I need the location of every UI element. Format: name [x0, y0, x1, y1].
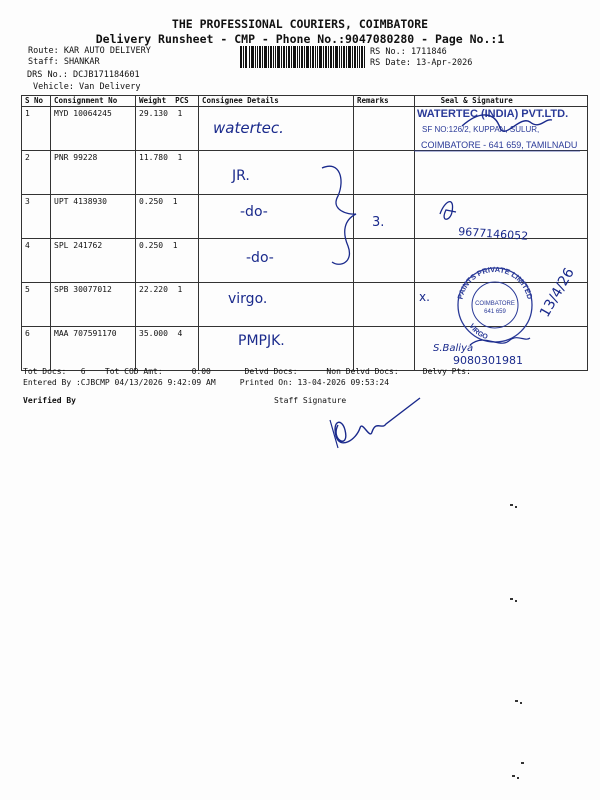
hand-row4: -do-	[246, 250, 274, 266]
row-remarks	[354, 283, 415, 327]
row-pcs: 1	[172, 197, 178, 206]
header-seal	[415, 96, 588, 107]
row-weight-pcs	[136, 195, 199, 239]
row-sno: 4	[22, 239, 51, 283]
row-remarks	[354, 239, 415, 283]
row-seal	[415, 151, 588, 195]
row-details	[199, 239, 354, 283]
staff-field: Staff: SHANKAR	[28, 57, 100, 67]
row-remarks	[354, 327, 415, 371]
row-weight-pcs	[136, 239, 199, 283]
table-row	[22, 239, 588, 283]
runsheet-table	[21, 95, 588, 371]
stamp-paints-arc-path: PAINTS PRIVATE LIMITED	[455, 264, 535, 301]
staff-signature-scribble	[335, 398, 420, 443]
row-remarks	[354, 195, 415, 239]
row-weight: 0.250	[139, 241, 164, 250]
row-consignment: PNR 99228	[51, 151, 136, 195]
hand-phone1: 9677146052	[457, 225, 529, 243]
table-row	[22, 195, 588, 239]
row-sno: 1	[22, 107, 51, 151]
stamp-watertec-address: SF NO:126/2, KUPPAN, SULUR,	[422, 125, 540, 134]
header-details: Consignee Details	[199, 96, 354, 107]
header-pcs: PCS	[175, 96, 189, 105]
rs-info	[370, 47, 472, 69]
row-consignment: UPT 4138930	[51, 195, 136, 239]
hand-phone2: 9080301981	[453, 354, 523, 367]
row-weight: 35.000	[139, 329, 168, 338]
hand-row6: PMPJK.	[238, 333, 285, 349]
table-row	[22, 107, 588, 151]
hand-row3: -do-	[240, 204, 268, 220]
row-weight-pcs	[136, 327, 199, 371]
hand-row1: watertec.	[213, 119, 284, 137]
row-pcs: 1	[177, 153, 183, 162]
row-details	[199, 151, 354, 195]
row-pcs: 1	[177, 109, 183, 118]
row-weight-pcs	[136, 151, 199, 195]
row-sno: 5	[22, 283, 51, 327]
stamp-watertec-name: WATERTEC (INDIA) PVT.LTD.	[417, 108, 569, 120]
header-weight: Weight	[139, 96, 167, 105]
row-pcs: 1	[172, 241, 178, 250]
header-consignment: Consignment No	[51, 96, 136, 107]
row-seal	[415, 107, 588, 151]
header-seal-label: Seal & Signature	[440, 96, 513, 105]
row-weight: 11.780	[139, 153, 168, 162]
staff-signature-label: Staff Signature	[274, 396, 347, 405]
row-sno: 3	[22, 195, 51, 239]
vehicle-field: Vehicle: Van Delivery	[33, 82, 141, 92]
company-title: THE PROFESSIONAL COURIERS, COIMBATORE	[171, 17, 429, 31]
row-weight: 0.250	[139, 197, 164, 206]
rs-date: RS Date: 13-Apr-2026	[370, 58, 473, 68]
row-details	[199, 327, 354, 371]
row-weight-pcs	[136, 107, 199, 151]
header-weight-pcs	[136, 96, 199, 107]
row-seal	[415, 327, 588, 371]
row-pcs: 4	[177, 329, 183, 338]
row-consignment: MAA 707591170	[51, 327, 136, 371]
row-weight-pcs	[136, 283, 199, 327]
row-weight: 29.130	[139, 109, 168, 118]
table-row	[22, 151, 588, 195]
route-field: Route: KAR AUTO DELIVERY	[28, 46, 151, 56]
table-row	[22, 327, 588, 371]
row-details	[199, 195, 354, 239]
row-sno: 2	[22, 151, 51, 195]
row-remarks	[354, 107, 415, 151]
drs-number: DRS No.: DCJB171184601	[27, 70, 140, 80]
verified-by-label: Verified By	[23, 396, 76, 405]
summary-block	[23, 366, 471, 388]
barcode-image	[240, 46, 365, 68]
row-weight: 22.220	[139, 285, 168, 294]
staff-signature-stroke	[330, 420, 338, 448]
scan-specks	[510, 504, 524, 779]
row-consignment: MYD 10064245	[51, 107, 136, 151]
header-sno: S No	[22, 96, 51, 107]
header-remarks: Remarks	[354, 96, 415, 107]
row-consignment: SPB 30077012	[51, 283, 136, 327]
row-seal	[415, 283, 588, 327]
hand-mark: x.	[419, 290, 430, 304]
rs-number: RS No.: 1711846	[370, 47, 447, 57]
hand-row2: JR.	[232, 168, 250, 184]
summary-totals: Tot Docs: 6 Tot COD Amt: 0.00 Delvd Docs: Non Delvd Docs: Delvy Pts:	[23, 367, 471, 376]
stamp-paints-city: COIMBATORE	[475, 301, 515, 307]
row-seal	[415, 195, 588, 239]
hand-row5: virgo.	[228, 291, 268, 307]
row-pcs: 1	[177, 285, 183, 294]
row-consignment: SPL 241762	[51, 239, 136, 283]
brace-number: 3.	[372, 215, 385, 230]
stamp-paints-pin: 641 659	[484, 309, 506, 315]
summary-entered: Entered By :CJBCMP 04/13/2026 9:42:09 AM Printed On: 13-04-2026 09:53:24	[23, 378, 390, 387]
runsheet-subtitle: Delivery Runsheet - CMP - Phone No.:9047080280 - Page No.:1	[95, 32, 505, 46]
hand-receiver: S.Baliya	[433, 343, 474, 354]
row-details	[199, 107, 354, 151]
row-details	[199, 283, 354, 327]
row-remarks	[354, 151, 415, 195]
stamp-paints-arc-bottom-path: VIRGO	[467, 322, 489, 342]
hand-date: 13/4/26	[536, 265, 578, 321]
table-row	[22, 283, 588, 327]
stamp-watertec-city: COIMBATORE - 641 659, TAMILNADU	[421, 140, 578, 150]
table-header-row	[22, 96, 588, 107]
row-sno: 6	[22, 327, 51, 371]
row-seal	[415, 239, 588, 283]
